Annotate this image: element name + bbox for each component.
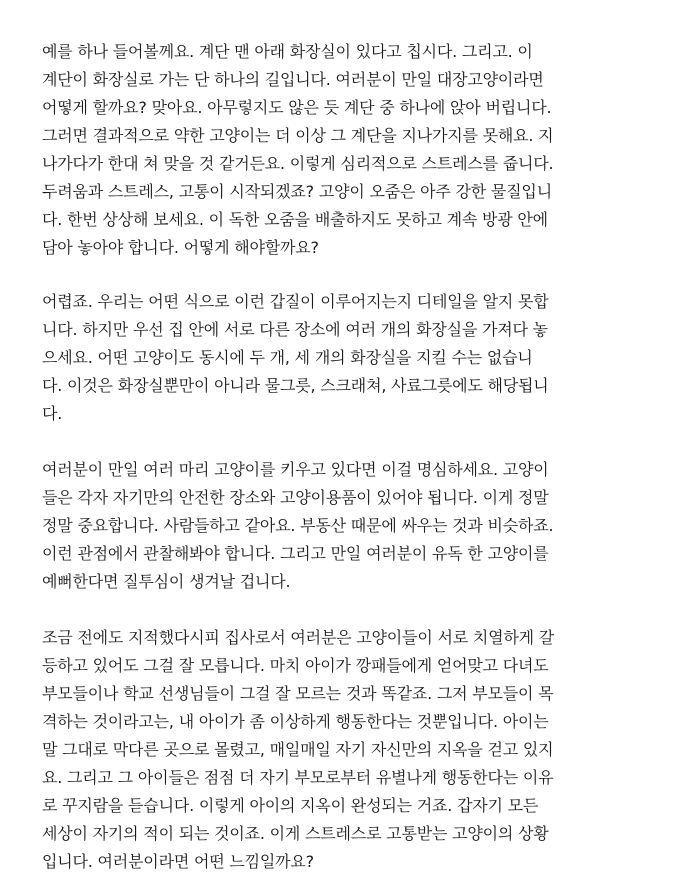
text-line: 조금 전에도 지적했다시피 집사로서 여러분은 고양이들이 서로 치열하게 갈 (42, 628, 555, 647)
text-line: 예를 하나 들어볼께요. 계단 맨 아래 화장실이 있다고 칩시다. 그리고. 이 (42, 42, 533, 61)
text-line: 부모들이나 학교 선생님들이 그걸 잘 모르는 것과 똑같죠. 그저 부모들이 목 (42, 684, 554, 703)
text-line: 그러면 결과적으로 약한 고양이는 더 이상 그 계단을 지나가지를 못해요. 지 (42, 126, 554, 145)
text-line: 세상이 자기의 적이 되는 것이죠. 이게 스트레스로 고통받는 고양이의 상황 (42, 824, 549, 843)
text-line: 등하고 있어도 그걸 잘 모릅니다. 마치 아이가 깡패들에게 얻어맞고 다녀도 (42, 656, 549, 675)
text-line: 어떻게 할까요? 맞아요. 아무렇지도 않은 듯 계단 중 하나에 앉아 버립니다. (42, 98, 552, 117)
text-line: 으세요. 어떤 고양이도 동시에 두 개, 세 개의 화장실을 지킬 수는 없습니 (42, 348, 533, 367)
text-line: 어렵죠. 우리는 어떤 식으로 이런 갑질이 이루어지는지 디테일을 알지 못합 (42, 292, 549, 311)
text-line: 이런 관점에서 관찰해봐야 합니다. 그리고 만일 여러분이 유독 한 고양이를 (42, 544, 549, 563)
paragraph-3 (42, 456, 662, 596)
text-line: 로 꾸지람을 듣습니다. 이렇게 아이의 지옥이 완성되는 거죠. 갑자기 모든 (42, 796, 539, 815)
text-line: 계단이 화장실로 가는 단 하나의 길입니다. 여러분이 만일 대장고양이라면 (42, 70, 544, 89)
text-line: 요. 그리고 그 아이들은 점점 더 자기 부모로부터 유별나게 행동한다는 이유 (42, 768, 554, 787)
text-line: 격하는 것이라고는, 내 아이가 좀 이상하게 행동한다는 것뿐입니다. 아이는 (42, 712, 549, 731)
text-line: 말 그대로 막다른 곳으로 몰렸고, 매일매일 자기 자신만의 지옥을 걷고 있지 (42, 740, 554, 759)
text-line: 두려움과 스트레스, 고통이 시작되겠죠? 고양이 오줌은 아주 강한 물질입니 (42, 182, 552, 201)
text-line: 니다. 하지만 우선 집 안에 서로 다른 장소에 여러 개의 화장실을 가져다 놓 (42, 320, 548, 339)
text-line: 담아 놓아야 합니다. 어떻게 해야할까요? (42, 238, 319, 257)
text-line: 정말 중요합니다. 사람들하고 같아요. 부동산 때문에 싸우는 것과 비슷하죠. (42, 516, 554, 535)
text-line: 나가다가 한대 쳐 맞을 것 같거든요. 이렇게 심리적으로 스트레스를 줍니다. (42, 154, 554, 173)
paragraph-2 (42, 288, 662, 428)
text-line: 다. 한번 상상해 보세요. 이 독한 오줌을 배출하지도 못하고 계속 방광 안에 (42, 210, 548, 229)
text-line: 다. (42, 404, 63, 423)
text-line: 여러분이 만일 여러 마리 고양이를 키우고 있다면 이걸 명심하세요. 고양이 (42, 460, 549, 479)
text-line: 다. 이것은 화장실뿐만이 아니라 물그릇, 스크래쳐, 사료그릇에도 해당됩니 (42, 376, 549, 395)
text-line: 예뻐한다면 질투심이 생겨날 겁니다. (42, 572, 291, 591)
text-line: 들은 각자 자기만의 안전한 장소와 고양이용품이 있어야 됩니다. 이게 정말 (42, 488, 549, 507)
text-line: 입니다. 여러분이라면 어떤 느낌일까요? (42, 852, 314, 871)
paragraph-4 (42, 624, 662, 876)
paragraph-1 (42, 38, 662, 262)
